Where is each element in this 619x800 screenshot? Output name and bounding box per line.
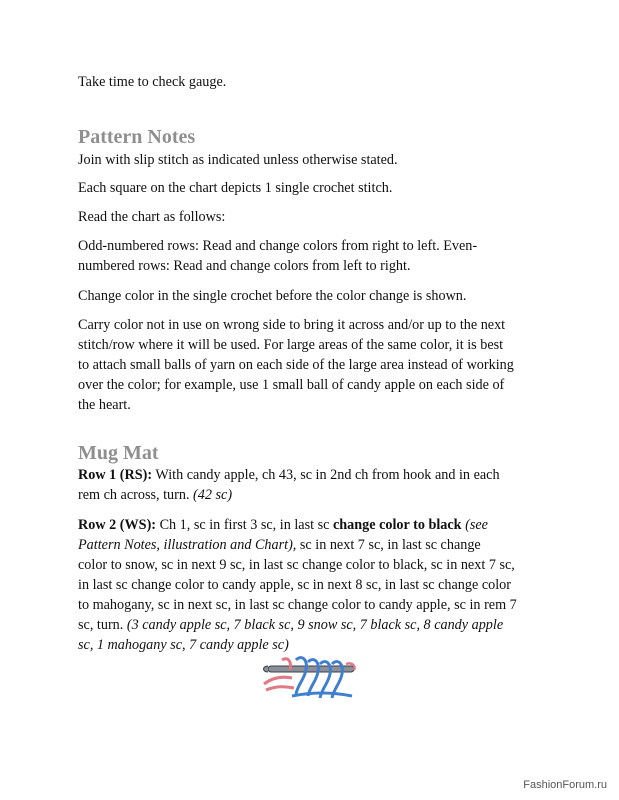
row-2-text-2: sc in next 7 sc, in last sc change [296,537,481,553]
row-2-text-1a: Ch 1, sc in first 3 sc, in last sc [156,517,333,533]
row-2-line-6 [78,615,558,635]
row-2-stitch-count-1: (3 candy apple sc, 7 black sc, 9 snow sc, 7 black sc, 8 candy apple [126,617,504,633]
row-2-line-1 [78,515,558,535]
pattern-note-2: Each square on the chart depicts 1 single crochet stitch. [78,180,393,196]
row-2-line-4: in last sc change color to candy apple, sc in next 8 sc, in last sc change color [78,577,511,593]
gauge-note: Take time to check gauge. [78,74,227,90]
pattern-note-1: Join with slip stitch as indicated unless otherwise stated. [78,152,398,168]
footer-watermark: FashionForum.ru [523,779,607,791]
row-1-line-2 [78,485,558,505]
pattern-note-6-line-4: over the color; for example, use 1 small ball of candy apple on each side of [78,377,505,393]
pattern-note-5: Change color in the single crochet before the color change is shown. [78,288,467,304]
pattern-note-4-line-2: numbered rows: Read and change colors from left to right. [78,258,411,274]
row-2-stitch-count-2: sc, 1 mahogany sc, 7 candy apple sc) [78,637,289,653]
row-2-label: Row 2 (WS): [78,517,157,533]
row-2-text-6: sc, turn. [78,617,127,633]
crochet-color-change-hook-icon [262,656,366,702]
row-2-see-note: (see [461,517,488,533]
row-2-line-2 [78,535,558,555]
row-2-line-3: color to snow, sc in next 9 sc, in last sc change color to black, sc in next 7 sc, [78,557,515,573]
row-1-line-1 [78,465,558,485]
pattern-note-6-line-5: the heart. [78,397,131,413]
pattern-note-6-line-1: Carry color not in use on wrong side to bring it across and/or up to the next [78,317,506,333]
pattern-note-6-line-3: to attach small balls of yarn on each side of the large area instead of working [78,357,514,373]
row-2-color-change-bold: change color to black [332,517,462,533]
pattern-note-3: Read the chart as follows: [78,209,226,225]
row-1-label: Row 1 (RS): [78,467,153,483]
pattern-notes-heading: Pattern Notes [78,126,196,148]
row-2-line-7 [78,635,558,655]
row-1-count: (42 sc) [193,487,233,503]
mug-mat-heading: Mug Mat [78,442,159,464]
row-2-reference: Pattern Notes, illustration and Chart), [78,537,297,553]
pattern-note-6-line-2: stitch/row where it will be used. For large areas of the same color, it is best [78,337,504,353]
row-1-text-2: rem ch across, turn. [78,487,194,503]
row-2-line-5: to mahogany, sc in next sc, in last sc change color to candy apple, sc in rem 7 [78,597,517,613]
pattern-note-4-line-1: Odd-numbered rows: Read and change colors from right to left. Even- [78,238,478,254]
row-1-text-1: With candy apple, ch 43, sc in 2nd ch from hook and in each [152,467,500,483]
